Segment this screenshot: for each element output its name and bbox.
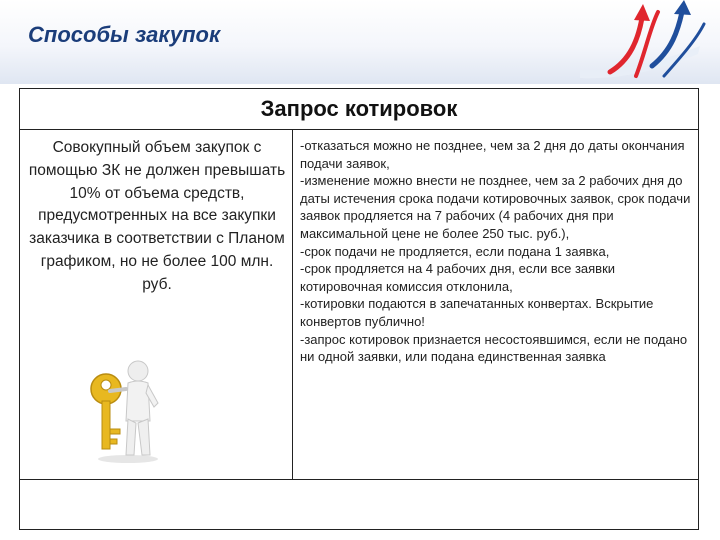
volume-limit-text: Совокупный объем закупок с помощью ЗК не должен превышать 10% от объема средств, предусмотренных на все закупки заказчика в соответствии с Планом графиком, но не более 100 млн. руб.	[28, 139, 286, 293]
table-divider-bottom	[20, 479, 698, 480]
rule-item: -запрос котировок признается несостоявшимся, если не подано ни одной заявки, или подана единственная заявка	[300, 331, 688, 365]
rule-item: -отказаться можно не позднее, чем за 2 дня до даты окончания подачи заявок,	[300, 138, 685, 171]
rules-list	[300, 137, 696, 366]
rule-item: -котировки подаются в запечатанных конвертах. Вскрытие конвертов публично!	[300, 296, 654, 329]
procurement-table	[19, 88, 699, 530]
person-with-key-icon	[70, 355, 180, 465]
table-title: Запрос котировок	[260, 96, 458, 121]
rule-item: -срок подачи не продляется, если подана 1 заявка,	[300, 243, 610, 259]
table-column-divider	[292, 129, 293, 479]
rule-item: -срок продляется на 4 рабочих дня, если все заявки котировочная комиссия отклонила,	[300, 261, 616, 294]
header-band	[0, 0, 720, 84]
table-divider-top	[20, 129, 698, 130]
page-title: Способы закупок	[28, 22, 221, 47]
arrows-logo-icon	[580, 0, 720, 84]
rule-item: -изменение можно внести не позднее, чем за 2 рабочих дня до даты истечения срока подачи котировочных заявок, срок подачи заявок продляется на 7 рабочих (4 рабочих дня при максимальной цене не более 250 тыс. руб.),	[300, 173, 691, 241]
